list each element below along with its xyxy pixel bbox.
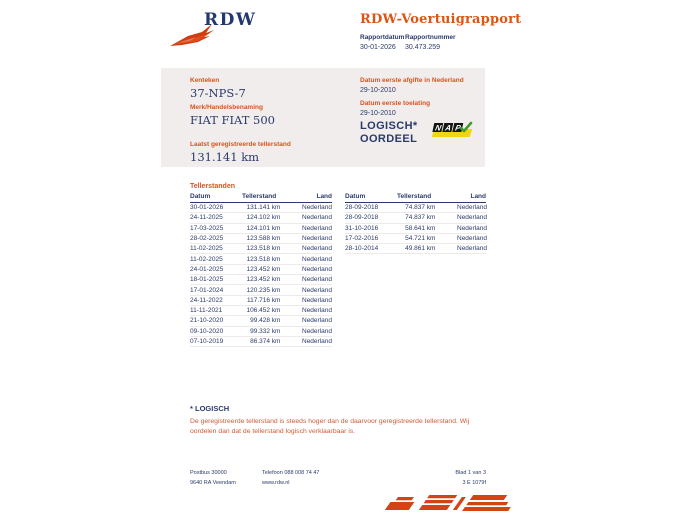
cell-tellerstand: 131.141 km [246, 204, 281, 212]
cell-land: Nederland [302, 204, 332, 212]
column-header-tellerstand: Tellerstand [397, 192, 432, 200]
vehicle-summary-panel [161, 68, 485, 167]
cell-tellerstand: 99.428 km [250, 317, 281, 325]
cell-datum: 28-09-2018 [345, 204, 379, 212]
cell-datum: 28-10-2014 [345, 245, 379, 253]
cell-tellerstand: 117.716 km [246, 296, 281, 304]
cell-datum: 28-02-2025 [190, 235, 224, 243]
cell-tellerstand: 124.102 km [246, 214, 281, 222]
cell-tellerstand: 123.518 km [246, 255, 281, 263]
cell-datum: 17-02-2016 [345, 235, 379, 243]
cell-tellerstand: 106.452 km [246, 307, 281, 315]
table-row [190, 285, 332, 295]
vehicle-summary-left [190, 77, 291, 168]
cell-datum: 24-11-2025 [190, 214, 223, 222]
cell-land: Nederland [302, 235, 332, 243]
table-row [345, 213, 486, 223]
table-row [345, 234, 486, 244]
report-date-block [360, 34, 405, 51]
cell-land: Nederland [302, 327, 332, 335]
cell-datum: 07-10-2019 [190, 338, 224, 345]
table-row [190, 244, 332, 254]
column-header-land: Land [316, 192, 332, 200]
cell-land: Nederland [302, 224, 332, 232]
vehicle-summary-right [360, 77, 480, 123]
footer-contact [262, 468, 320, 488]
cell-datum: 31-10-2016 [345, 224, 379, 232]
cell-datum: 11-02-2025 [190, 255, 223, 263]
kenteken-value: 37-NPS-7 [190, 86, 246, 100]
footer-address-line1: Postbus 30000 [190, 470, 227, 476]
cell-tellerstand: 123.588 km [246, 235, 281, 243]
cell-tellerstand: 99.332 km [250, 327, 281, 335]
svg-text:N: N [434, 123, 442, 133]
report-number-block [405, 34, 456, 51]
tellerstanden-table-left [190, 192, 332, 347]
cell-land: Nederland [302, 255, 332, 263]
table-row [190, 337, 332, 347]
cell-land: Nederland [457, 224, 487, 232]
footer-form-code: 3 E 1079f [462, 480, 486, 486]
nap-logo-icon [427, 121, 475, 141]
cell-land: Nederland [457, 204, 487, 212]
cell-datum: 11-02-2025 [190, 245, 223, 253]
cell-datum: 30-01-2026 [190, 204, 224, 212]
report-number-label: Rapportnummer [405, 34, 456, 41]
cell-tellerstand: 58.641 km [405, 224, 436, 232]
verdict-text: De geregistreerde tellerstand is steeds hoger dan de daarvoor geregistreerde tellerstand. Wij oordelen dan dat de tellerstand logisch verklaarbaar is. [190, 418, 470, 435]
column-header-land: Land [470, 192, 486, 200]
cell-datum: 17-03-2025 [190, 224, 224, 232]
svg-text:A: A [444, 123, 452, 133]
rdw-stripes-graphic-icon [372, 494, 522, 514]
table-row [345, 244, 486, 254]
cell-land: Nederland [457, 214, 487, 222]
report-number-value: 30.473.259 [405, 44, 441, 51]
verdict-section [190, 404, 480, 437]
footer-page-number: Blad 1 van 3 [455, 470, 486, 476]
column-header-datum: Datum [190, 192, 211, 200]
report-meta [360, 34, 560, 51]
cell-tellerstand: 124.101 km [246, 224, 281, 232]
cell-land: Nederland [302, 286, 332, 294]
cell-land: Nederland [302, 296, 332, 304]
oordeel-line2: OORDEEL [360, 133, 418, 145]
merk-label: Merk/Handelsbenaming [190, 104, 263, 111]
table-row [345, 203, 486, 213]
table-row [190, 327, 332, 337]
cell-land: Nederland [302, 338, 332, 345]
verdict-title: * LOGISCH [190, 404, 230, 413]
cell-land: Nederland [302, 276, 332, 284]
cell-land: Nederland [302, 245, 332, 253]
merk-value: FIAT FIAT 500 [190, 113, 275, 127]
svg-text:P: P [454, 123, 462, 133]
cell-datum: 18-01-2025 [190, 276, 224, 284]
cell-datum: 28-09-2018 [345, 214, 379, 222]
rdw-logo [168, 8, 258, 48]
rdw-logo-text: RDW [204, 10, 257, 30]
footer-address [190, 468, 236, 488]
cell-datum: 11-11-2021 [190, 307, 223, 315]
table-header [345, 192, 486, 203]
cell-tellerstand: 123.452 km [246, 276, 281, 284]
column-header-tellerstand: Tellerstand [242, 192, 277, 200]
footer-page-info [400, 468, 486, 488]
cell-tellerstand: 74.837 km [405, 204, 436, 212]
cell-tellerstand: 123.452 km [246, 265, 281, 273]
laatste-tellerstand-value: 131.141 km [190, 150, 260, 164]
tellerstanden-table-right [345, 192, 486, 254]
cell-datum: 21-10-2020 [190, 317, 224, 325]
cell-datum: 24-01-2025 [190, 265, 224, 273]
toelating-value: 29-10-2010 [360, 110, 396, 117]
cell-land: Nederland [457, 235, 487, 243]
footer-website: www.rdw.nl [262, 480, 290, 486]
cell-land: Nederland [302, 265, 332, 273]
cell-land: Nederland [457, 245, 487, 253]
table-row [190, 265, 332, 275]
laatste-tellerstand-label: Laatst geregistreerde tellerstand [190, 141, 291, 148]
table-row [190, 254, 332, 264]
toelating-label: Datum eerste toelating [360, 100, 431, 107]
cell-datum: 24-11-2022 [190, 296, 223, 304]
table-row [190, 234, 332, 244]
report-header [360, 12, 560, 51]
cell-tellerstand: 54.721 km [405, 235, 436, 243]
cell-datum: 17-01-2024 [190, 286, 224, 294]
table-row [190, 296, 332, 306]
table-row [345, 224, 486, 234]
column-header-datum: Datum [345, 192, 366, 200]
table-row [190, 275, 332, 285]
cell-datum: 09-10-2020 [190, 327, 224, 335]
footer-phone: Telefoon 088 008 74 47 [262, 470, 320, 476]
tellerstanden-title: Tellerstanden [190, 183, 235, 190]
page-title: RDW-Voertuigrapport [360, 12, 522, 27]
report-date-value: 30-01-2026 [360, 44, 396, 51]
cell-tellerstand: 86.374 km [250, 338, 281, 345]
oordeel-text [360, 120, 418, 146]
table-row [190, 203, 332, 213]
table-header [190, 192, 332, 203]
afgifte-value: 29-10-2010 [360, 87, 396, 94]
table-row [190, 306, 332, 316]
table-row [190, 213, 332, 223]
cell-tellerstand: 74.837 km [405, 214, 436, 222]
cell-tellerstand: 49.861 km [405, 245, 436, 253]
kenteken-label: Kenteken [190, 77, 220, 84]
cell-land: Nederland [302, 214, 332, 222]
report-date-label: Rapportdatum [360, 34, 405, 41]
oordeel-line1: LOGISCH* [360, 120, 418, 132]
cell-tellerstand: 120.235 km [246, 286, 281, 294]
cell-tellerstand: 123.518 km [246, 245, 281, 253]
table-row [190, 224, 332, 234]
footer-address-line2: 9640 RA Veendam [190, 480, 236, 486]
afgifte-label: Datum eerste afgifte in Nederland [360, 77, 464, 84]
cell-land: Nederland [302, 307, 332, 315]
table-row [190, 316, 332, 326]
cell-land: Nederland [302, 317, 332, 325]
